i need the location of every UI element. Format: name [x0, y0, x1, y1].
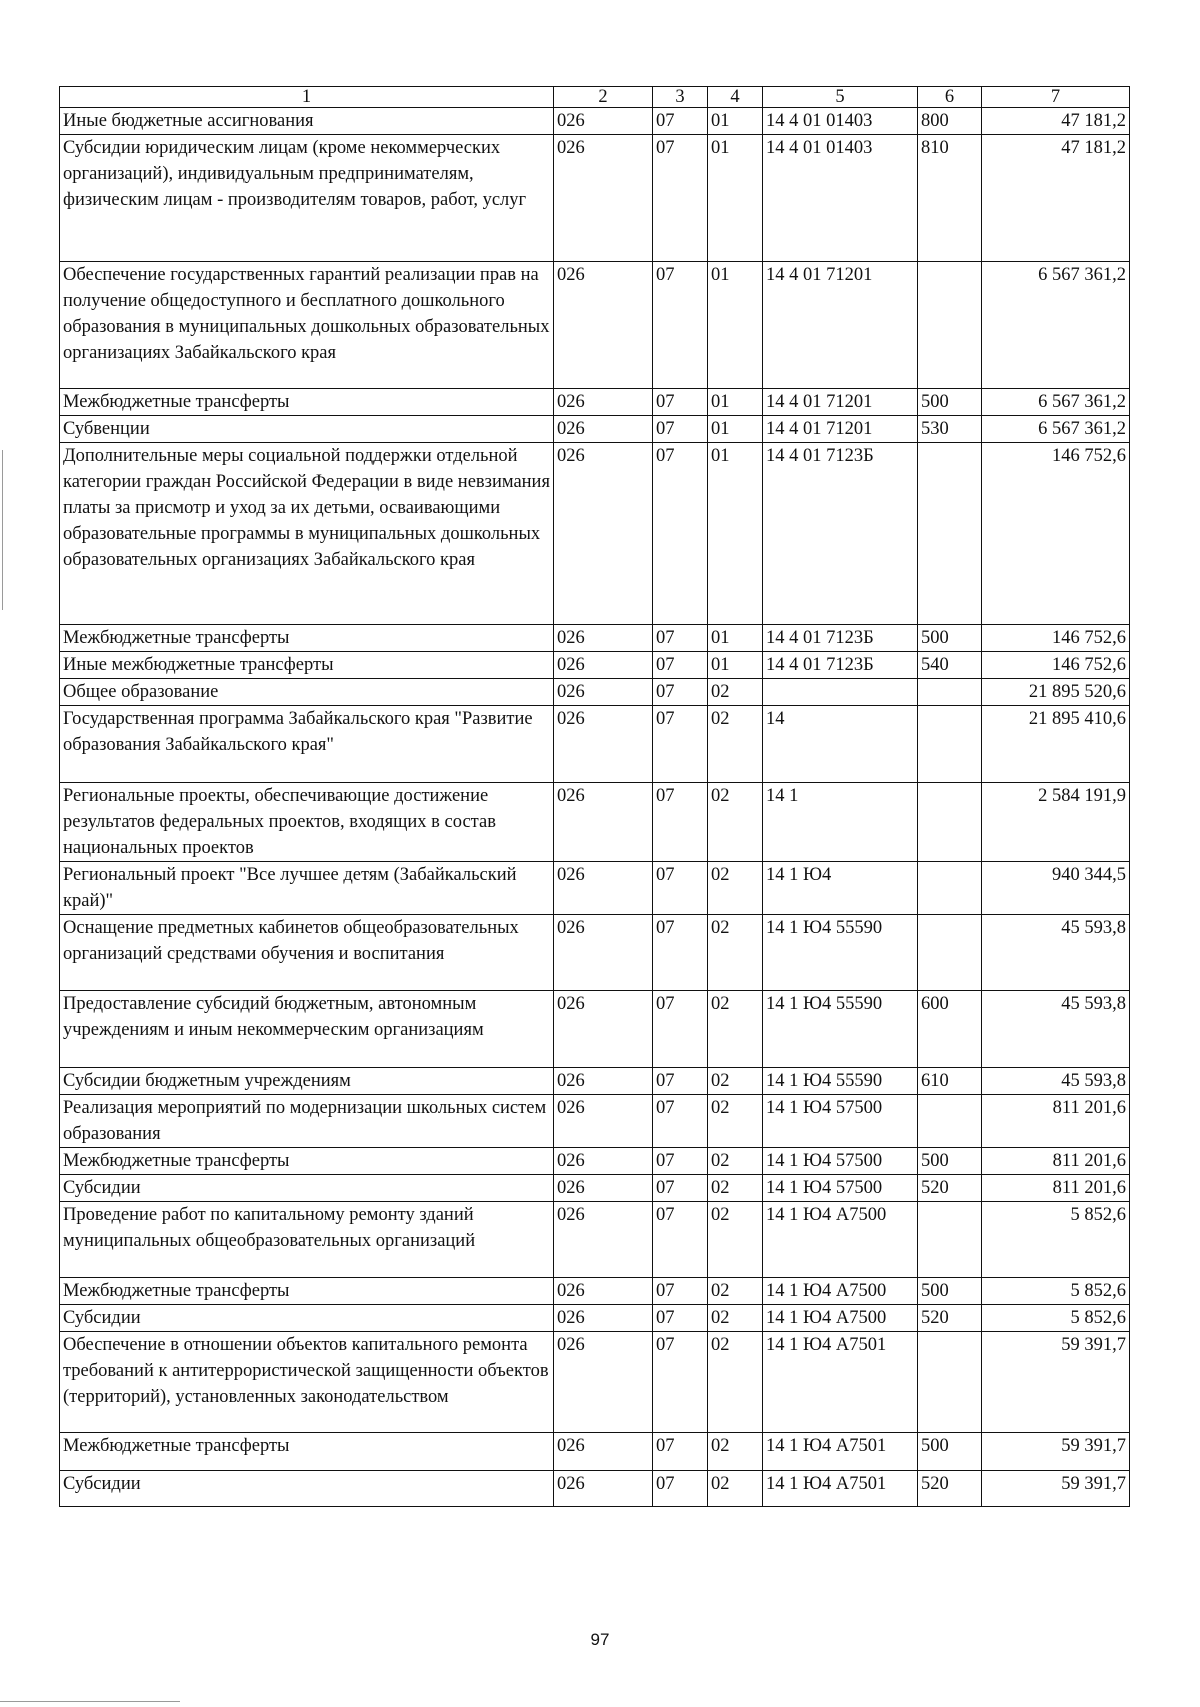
row-code-4: 01	[708, 389, 763, 416]
row-amount: 811 201,6	[982, 1148, 1130, 1175]
row-code-6: 610	[918, 1068, 982, 1095]
row-code-4: 02	[708, 1175, 763, 1202]
row-amount: 5 852,6	[982, 1202, 1130, 1278]
row-code-6: 540	[918, 652, 982, 679]
row-code-4: 02	[708, 862, 763, 915]
row-code-6: 500	[918, 1433, 982, 1471]
table-header-row	[60, 87, 1130, 108]
row-code-2: 026	[554, 1278, 653, 1305]
table-row	[60, 262, 1130, 389]
row-description: Межбюджетные трансферты	[60, 625, 554, 652]
row-amount: 21 895 520,6	[982, 679, 1130, 706]
row-code-2: 026	[554, 1433, 653, 1471]
row-code-3: 07	[653, 1305, 708, 1332]
row-code-4: 01	[708, 262, 763, 389]
scan-artifact-bottom	[0, 1701, 180, 1702]
row-code-3: 07	[653, 416, 708, 443]
row-code-4: 01	[708, 625, 763, 652]
row-code-6: 810	[918, 135, 982, 262]
row-code-4: 01	[708, 108, 763, 135]
row-code-3: 07	[653, 991, 708, 1068]
row-description: Межбюджетные трансферты	[60, 1278, 554, 1305]
table-row	[60, 1148, 1130, 1175]
row-code-3: 07	[653, 783, 708, 862]
row-description: Обеспечение в отношении объектов капитального ремонта требований к антитеррористической защищенности объектов (территорий), установленных законодательством	[60, 1332, 554, 1433]
row-code-4: 01	[708, 443, 763, 625]
row-code-5: 14 1 Ю4 55590	[763, 915, 918, 991]
row-code-4: 02	[708, 783, 763, 862]
row-code-3: 07	[653, 1175, 708, 1202]
row-amount: 45 593,8	[982, 1068, 1130, 1095]
row-code-6	[918, 679, 982, 706]
row-code-5: 14 1 Ю4 57500	[763, 1148, 918, 1175]
table-row	[60, 862, 1130, 915]
row-description: Реализация мероприятий по модернизации школьных систем образования	[60, 1095, 554, 1148]
row-code-2: 026	[554, 416, 653, 443]
row-code-5: 14 1 Ю4 А7501	[763, 1471, 918, 1507]
column-header: 7	[982, 87, 1130, 108]
budget-table	[59, 86, 1130, 1507]
row-code-6: 800	[918, 108, 982, 135]
row-code-4: 02	[708, 1148, 763, 1175]
row-code-5: 14 4 01 71201	[763, 389, 918, 416]
row-code-2: 026	[554, 262, 653, 389]
table-row	[60, 1471, 1130, 1507]
row-code-3: 07	[653, 1471, 708, 1507]
row-code-4: 01	[708, 652, 763, 679]
table-row	[60, 1305, 1130, 1332]
row-code-3: 07	[653, 1433, 708, 1471]
table-row	[60, 443, 1130, 625]
row-description: Обеспечение государственных гарантий реализации прав на получение общедоступного и бесплатного дошкольного образования в муниципальных дошкольных образовательных организациях Забайкальского края	[60, 262, 554, 389]
row-code-3: 07	[653, 1278, 708, 1305]
row-code-6: 530	[918, 416, 982, 443]
row-description: Региональные проекты, обеспечивающие достижение результатов федеральных проектов, входящих в состав национальных проектов	[60, 783, 554, 862]
row-code-2: 026	[554, 652, 653, 679]
row-description: Оснащение предметных кабинетов общеобразовательных организаций средствами обучения и воспитания	[60, 915, 554, 991]
column-header: 2	[554, 87, 653, 108]
row-code-5: 14 4 01 7123Б	[763, 652, 918, 679]
row-code-6	[918, 862, 982, 915]
row-code-3: 07	[653, 706, 708, 783]
row-code-2: 026	[554, 915, 653, 991]
row-amount: 5 852,6	[982, 1305, 1130, 1332]
row-code-6	[918, 915, 982, 991]
row-code-4: 02	[708, 1471, 763, 1507]
table-row	[60, 652, 1130, 679]
row-code-2: 026	[554, 108, 653, 135]
row-description: Межбюджетные трансферты	[60, 1433, 554, 1471]
row-code-3: 07	[653, 915, 708, 991]
row-description: Субсидии	[60, 1471, 554, 1507]
row-amount: 5 852,6	[982, 1278, 1130, 1305]
table-body	[60, 108, 1130, 1507]
row-amount: 811 201,6	[982, 1175, 1130, 1202]
row-code-3: 07	[653, 443, 708, 625]
row-code-3: 07	[653, 1068, 708, 1095]
row-code-3: 07	[653, 108, 708, 135]
row-code-4: 02	[708, 1433, 763, 1471]
table-row	[60, 1095, 1130, 1148]
row-code-2: 026	[554, 991, 653, 1068]
row-amount: 45 593,8	[982, 915, 1130, 991]
row-amount: 47 181,2	[982, 108, 1130, 135]
column-header: 3	[653, 87, 708, 108]
row-description: Межбюджетные трансферты	[60, 389, 554, 416]
row-code-6: 520	[918, 1175, 982, 1202]
row-description: Предоставление субсидий бюджетным, автономным учреждениям и иным некоммерческим организациям	[60, 991, 554, 1068]
row-amount: 45 593,8	[982, 991, 1130, 1068]
row-code-3: 07	[653, 679, 708, 706]
row-code-5: 14 1 Ю4 55590	[763, 991, 918, 1068]
row-code-5: 14 4 01 01403	[763, 108, 918, 135]
table-row	[60, 1433, 1130, 1471]
row-code-6	[918, 706, 982, 783]
page-number: 97	[590, 1630, 610, 1649]
row-code-2: 026	[554, 706, 653, 783]
scan-artifact-left	[2, 450, 3, 610]
row-code-5: 14 1 Ю4 А7500	[763, 1202, 918, 1278]
row-code-6	[918, 1095, 982, 1148]
row-code-5: 14 4 01 7123Б	[763, 443, 918, 625]
row-code-2: 026	[554, 135, 653, 262]
row-description: Субсидии бюджетным учреждениям	[60, 1068, 554, 1095]
row-code-4: 02	[708, 991, 763, 1068]
table-row	[60, 915, 1130, 991]
row-code-4: 02	[708, 1278, 763, 1305]
row-code-2: 026	[554, 1148, 653, 1175]
row-code-5: 14 1 Ю4 57500	[763, 1095, 918, 1148]
row-description: Государственная программа Забайкальского края "Развитие образования Забайкальского края"	[60, 706, 554, 783]
row-code-4: 02	[708, 1202, 763, 1278]
row-code-5: 14 4 01 01403	[763, 135, 918, 262]
row-code-6	[918, 443, 982, 625]
row-code-2: 026	[554, 1202, 653, 1278]
row-code-4: 02	[708, 1068, 763, 1095]
row-description: Субсидии	[60, 1175, 554, 1202]
table-row	[60, 706, 1130, 783]
row-code-5: 14 4 01 7123Б	[763, 625, 918, 652]
table-row	[60, 1278, 1130, 1305]
row-code-2: 026	[554, 1305, 653, 1332]
row-amount: 21 895 410,6	[982, 706, 1130, 783]
row-code-6	[918, 1202, 982, 1278]
row-code-3: 07	[653, 262, 708, 389]
row-code-6: 520	[918, 1471, 982, 1507]
row-code-2: 026	[554, 783, 653, 862]
row-amount: 146 752,6	[982, 652, 1130, 679]
table-row	[60, 783, 1130, 862]
row-code-5: 14 1 Ю4 А7501	[763, 1433, 918, 1471]
row-code-3: 07	[653, 625, 708, 652]
row-code-5: 14 1 Ю4 А7501	[763, 1332, 918, 1433]
table-row	[60, 1068, 1130, 1095]
row-code-5: 14 4 01 71201	[763, 416, 918, 443]
row-code-2: 026	[554, 1471, 653, 1507]
row-code-5: 14 1 Ю4 57500	[763, 1175, 918, 1202]
row-amount: 6 567 361,2	[982, 262, 1130, 389]
column-header: 1	[60, 87, 554, 108]
row-code-4: 02	[708, 915, 763, 991]
row-code-3: 07	[653, 1095, 708, 1148]
row-code-2: 026	[554, 1175, 653, 1202]
row-amount: 146 752,6	[982, 443, 1130, 625]
row-description: Иные бюджетные ассигнования	[60, 108, 554, 135]
row-code-5: 14 1	[763, 783, 918, 862]
table-row	[60, 416, 1130, 443]
row-code-3: 07	[653, 652, 708, 679]
row-code-3: 07	[653, 1148, 708, 1175]
row-code-5: 14	[763, 706, 918, 783]
row-code-3: 07	[653, 1332, 708, 1433]
row-code-2: 026	[554, 862, 653, 915]
row-code-6: 500	[918, 1148, 982, 1175]
row-code-2: 026	[554, 1095, 653, 1148]
row-description: Региональный проект "Все лучшее детям (Забайкальский край)"	[60, 862, 554, 915]
row-code-6	[918, 783, 982, 862]
row-code-4: 02	[708, 706, 763, 783]
row-description: Субсидии юридическим лицам (кроме некоммерческих организаций), индивидуальным предпринимателям, физическим лицам - производителям товаров, работ, услуг	[60, 135, 554, 262]
table-row	[60, 679, 1130, 706]
row-code-3: 07	[653, 1202, 708, 1278]
row-code-5: 14 1 Ю4 55590	[763, 1068, 918, 1095]
column-header: 4	[708, 87, 763, 108]
row-code-5: 14 4 01 71201	[763, 262, 918, 389]
column-header: 5	[763, 87, 918, 108]
row-code-2: 026	[554, 389, 653, 416]
row-code-2: 026	[554, 443, 653, 625]
row-code-6: 500	[918, 1278, 982, 1305]
row-amount: 6 567 361,2	[982, 416, 1130, 443]
row-description: Общее образование	[60, 679, 554, 706]
row-description: Субсидии	[60, 1305, 554, 1332]
row-amount: 6 567 361,2	[982, 389, 1130, 416]
row-code-6	[918, 262, 982, 389]
row-code-6: 520	[918, 1305, 982, 1332]
row-code-6: 500	[918, 389, 982, 416]
row-amount: 940 344,5	[982, 862, 1130, 915]
row-code-4: 01	[708, 416, 763, 443]
row-code-3: 07	[653, 389, 708, 416]
row-description: Субвенции	[60, 416, 554, 443]
table-row	[60, 625, 1130, 652]
row-description: Межбюджетные трансферты	[60, 1148, 554, 1175]
row-amount: 59 391,7	[982, 1471, 1130, 1507]
row-code-5: 14 1 Ю4 А7500	[763, 1305, 918, 1332]
row-amount: 59 391,7	[982, 1433, 1130, 1471]
row-code-3: 07	[653, 862, 708, 915]
row-amount: 47 181,2	[982, 135, 1130, 262]
row-code-5: 14 1 Ю4 А7500	[763, 1278, 918, 1305]
row-amount: 146 752,6	[982, 625, 1130, 652]
row-code-4: 02	[708, 1332, 763, 1433]
row-code-2: 026	[554, 625, 653, 652]
row-code-2: 026	[554, 1068, 653, 1095]
row-code-2: 026	[554, 679, 653, 706]
table-row	[60, 389, 1130, 416]
row-code-3: 07	[653, 135, 708, 262]
row-code-5	[763, 679, 918, 706]
row-code-2: 026	[554, 1332, 653, 1433]
row-code-5: 14 1 Ю4	[763, 862, 918, 915]
table-row	[60, 1202, 1130, 1278]
row-description: Проведение работ по капитальному ремонту зданий муниципальных общеобразовательных организаций	[60, 1202, 554, 1278]
row-code-4: 02	[708, 1095, 763, 1148]
row-code-4: 02	[708, 1305, 763, 1332]
row-code-6	[918, 1332, 982, 1433]
row-code-4: 01	[708, 135, 763, 262]
row-code-6: 500	[918, 625, 982, 652]
row-description: Иные межбюджетные трансферты	[60, 652, 554, 679]
row-amount: 59 391,7	[982, 1332, 1130, 1433]
table-row	[60, 991, 1130, 1068]
row-description: Дополнительные меры социальной поддержки отдельной категории граждан Российской Федерации в виде невзимания платы за присмотр и уход за их детьми, осваивающими образовательные программы в муниципальных дошкольных образовательных организациях Забайкальского края	[60, 443, 554, 625]
row-amount: 811 201,6	[982, 1095, 1130, 1148]
row-amount: 2 584 191,9	[982, 783, 1130, 862]
column-header: 6	[918, 87, 982, 108]
row-code-4: 02	[708, 679, 763, 706]
table-row	[60, 135, 1130, 262]
table-row	[60, 1175, 1130, 1202]
row-code-6: 600	[918, 991, 982, 1068]
table-row	[60, 1332, 1130, 1433]
table-row	[60, 108, 1130, 135]
